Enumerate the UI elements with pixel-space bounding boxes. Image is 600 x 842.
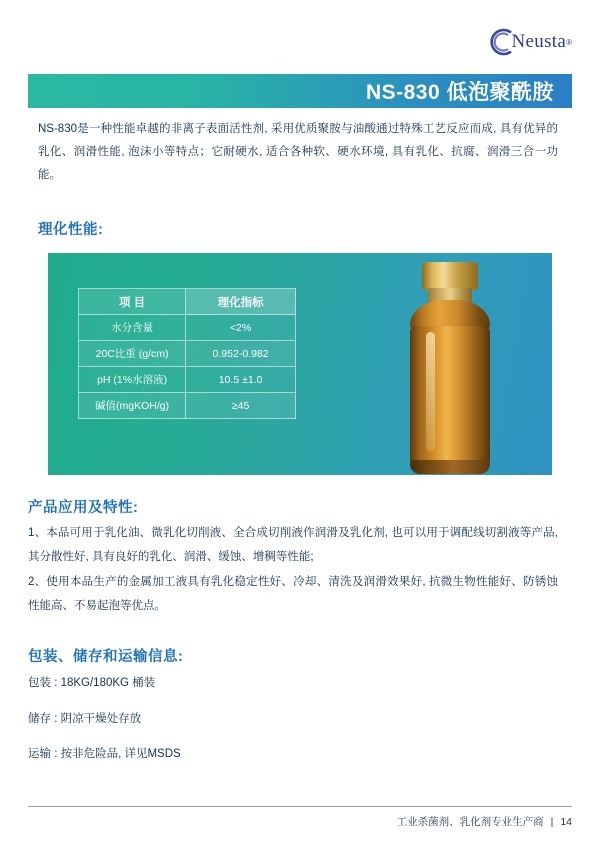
section-heading-applications: 产品应用及特性:	[28, 500, 139, 516]
table-header-value: 理化指标	[186, 289, 296, 315]
bottle-highlight	[426, 332, 435, 452]
footer-separator: |	[550, 815, 554, 828]
table-row	[79, 367, 296, 393]
page-number: 14	[560, 815, 572, 828]
table-header-row	[79, 289, 296, 315]
applications-text	[28, 522, 558, 620]
product-bottle-image	[404, 262, 496, 482]
table-header-item: 项 目	[79, 289, 186, 315]
table-cell-value: 10.5 ±1.0	[186, 367, 296, 393]
packaging-text	[28, 672, 558, 779]
table-cell-value: ≥45	[186, 393, 296, 419]
brand-logo	[484, 22, 572, 62]
table-cell-value: <2%	[186, 315, 296, 341]
packaging-line: 运输 : 按非危险品, 详见MSDS	[28, 748, 181, 761]
c-mark-logo-icon	[484, 25, 518, 59]
table-cell-name: 碱值(mgKOH/g)	[79, 393, 186, 419]
spec-table	[78, 288, 296, 419]
table-cell-name: pH (1%水溶液)	[79, 367, 186, 393]
page-footer	[397, 814, 572, 829]
table-row	[79, 393, 296, 419]
registered-mark: ®	[566, 37, 572, 47]
packaging-line: 包装 : 18KG/180KG 桶装	[28, 677, 156, 689]
bottle-base	[410, 460, 490, 474]
footer-divider	[28, 806, 572, 807]
page-title: NS-830 低泡聚酰胺	[365, 81, 554, 104]
table-cell-name: 水分含量	[79, 315, 186, 341]
section-heading-packaging: 包装、储存和运输信息:	[28, 649, 184, 665]
bottle-body	[410, 326, 490, 472]
brand-name: Neusta	[511, 31, 567, 52]
section-heading-physical: 理化性能:	[38, 222, 104, 238]
table-row	[79, 315, 296, 341]
table-row	[79, 341, 296, 367]
applications-paragraph: 1、本品可用于乳化油、微乳化切削液、全合成切削液作润滑及乳化剂, 也可以用于调配线切割液等产品, 其分散性好, 具有良好的乳化、润滑、缓蚀、增稠等性能;	[28, 527, 558, 563]
packaging-line: 储存 : 阴凉干燥处存放	[28, 712, 142, 725]
bottle-cap	[422, 262, 478, 290]
footer-note: 工业杀菌剂、乳化剂专业生产商	[396, 816, 544, 828]
intro-paragraph: NS-830是一种性能卓越的非离子表面活性剂, 采用优质聚胺与油酸通过特殊工艺反应而成, 具有优异的乳化、润滑性能, 泡沫小等特点；它耐硬水, 适合各种软、硬水环境, 具有乳化、抗腐、润滑三合一功能。	[38, 123, 558, 181]
applications-paragraph: 2、使用本品生产的金属加工液具有乳化稳定性好、冷却、清洗及润滑效果好, 抗微生物性能好、防锈蚀性能高、不易起泡等优点。	[28, 576, 558, 612]
table-cell-value: 0.952-0.982	[186, 341, 296, 367]
product-title-bar	[28, 74, 572, 108]
table-cell-name: 20C比重 (g/cm)	[79, 341, 186, 367]
